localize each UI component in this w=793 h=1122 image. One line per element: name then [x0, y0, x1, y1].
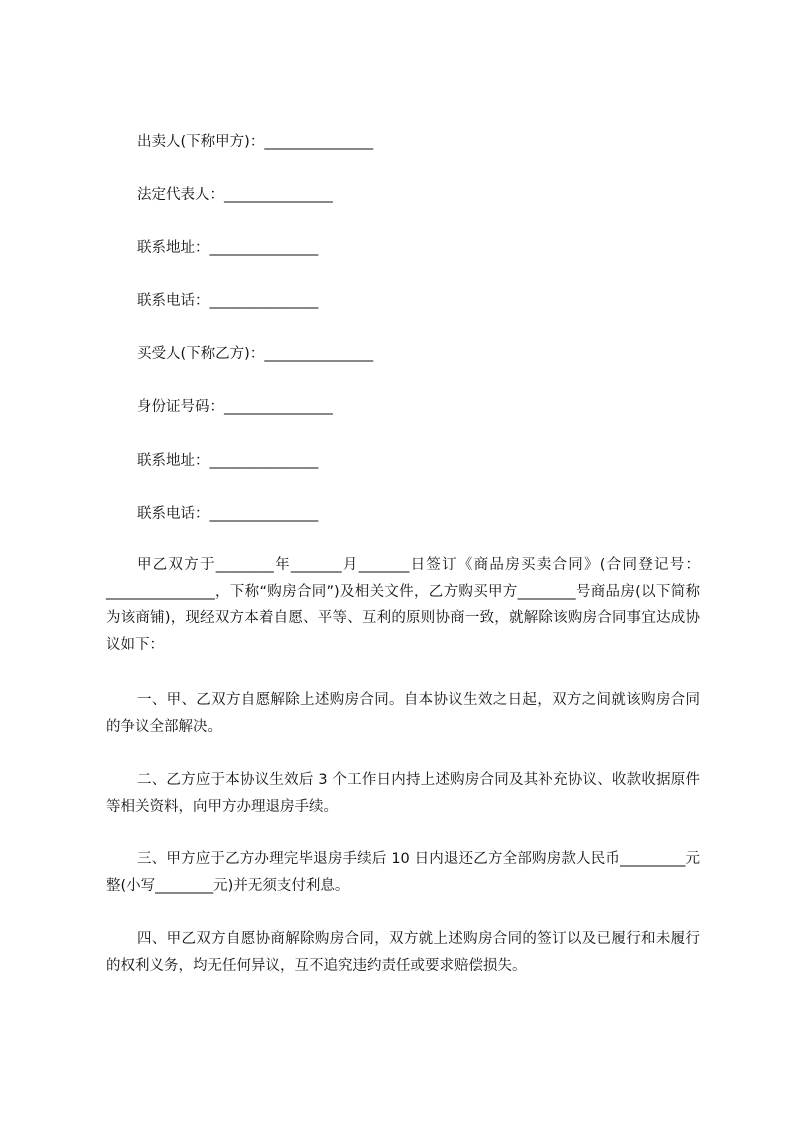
preamble-paragraph: [106, 552, 700, 658]
buyer-phone-field: 联系电话：_______________: [137, 506, 319, 522]
buyer-field: 买受人(下称乙方)：_______________: [137, 346, 374, 362]
clause-3-text: 三、甲方应于乙方办理完毕退房手续后 10 日内退还乙方全部购房款人民币_________元整(小写________元)并无须支付利息。: [106, 851, 700, 894]
legal-representative-field: 法定代表人：_______________: [137, 187, 333, 203]
clause-2: [106, 767, 700, 820]
clause-1-text: 一、甲、乙双方自愿解除上述购房合同。自本协议生效之日起，双方之间就该购房合同的争议全部解决。: [106, 692, 700, 735]
clause-1: [106, 687, 700, 740]
seller-address-field: 联系地址：_______________: [137, 240, 319, 256]
seller-phone-field: 联系电话：_______________: [137, 293, 319, 309]
clause-3: [106, 846, 700, 899]
seller-field: 出卖人(下称甲方)：_______________: [137, 134, 374, 150]
id-number-field: 身份证号码：_______________: [137, 399, 333, 415]
buyer-address-field: 联系地址：_______________: [137, 453, 319, 469]
clause-2-text: 二、乙方应于本协议生效后 3 个工作日内持上述购房合同及其补充协议、收款收据原件等相关资料，向甲方办理退房手续。: [106, 772, 700, 815]
clause-4: [106, 926, 700, 979]
preamble-text: 甲乙双方于________年_______月_______日签订《商品房买卖合同》(合同登记号：_______________，下称“购房合同”)及相关文件，乙方购买甲方________号商品房(以下简称为该商铺)，现经双方本着自愿、平等、互利的原则协商一致，就解除该购房合同事宜达成协议如下：: [106, 557, 700, 653]
clause-4-text: 四、甲乙双方自愿协商解除购房合同，双方就上述购房合同的签订以及已履行和未履行的权利义务，均无任何异议，互不追究违约责任或要求赔偿损失。: [106, 931, 700, 974]
